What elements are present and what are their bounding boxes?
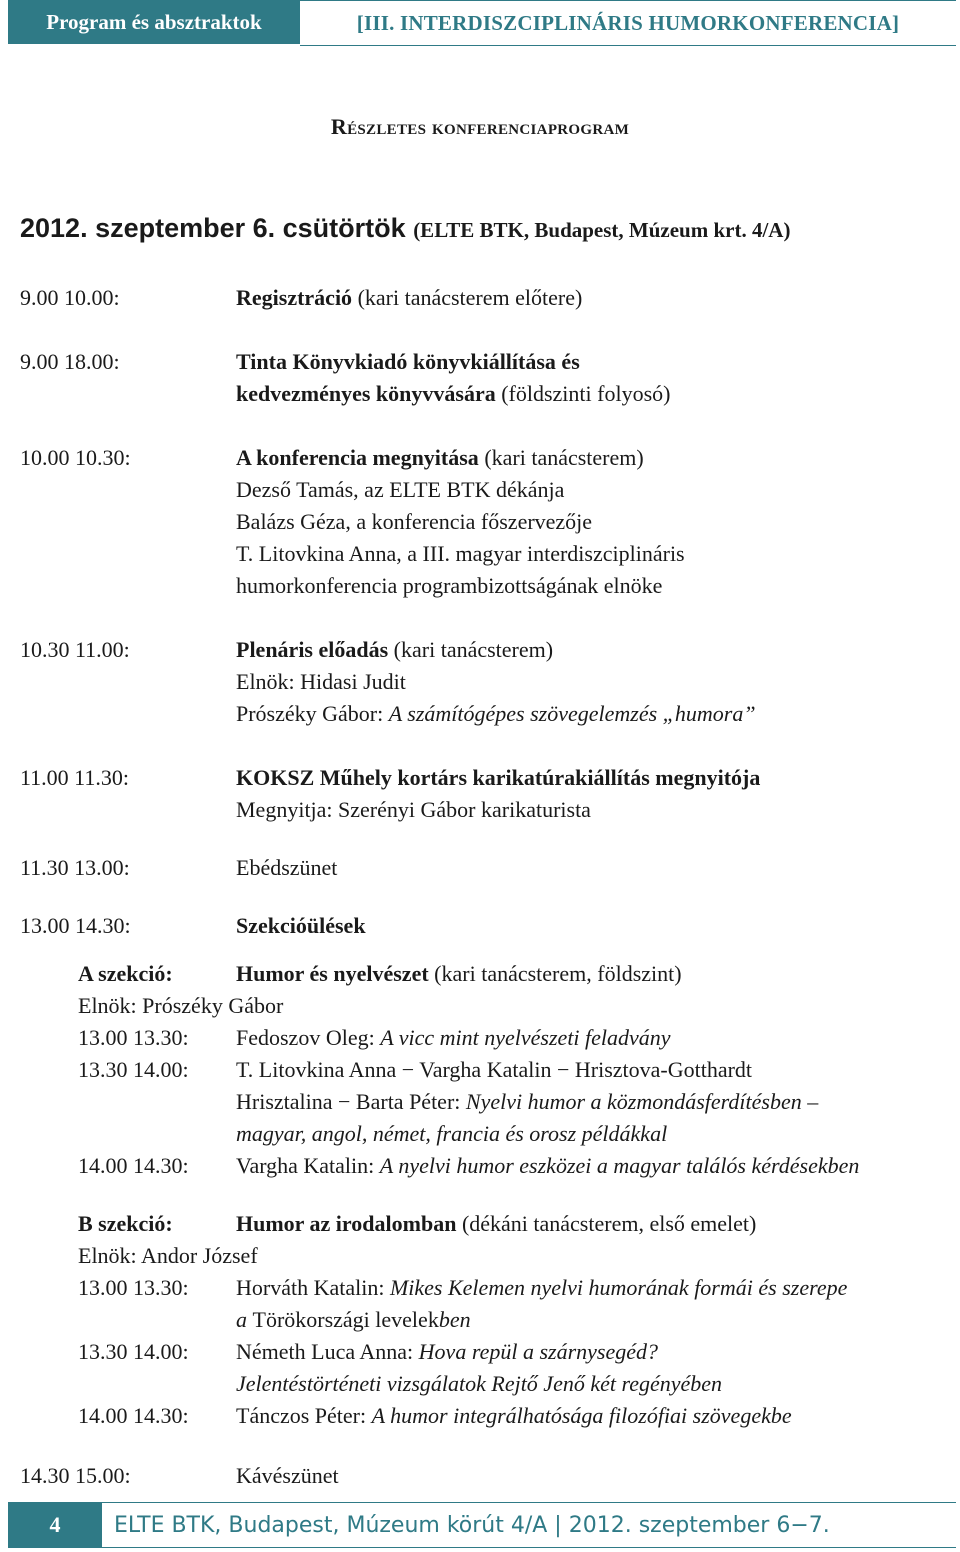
page-number: 4 <box>8 1502 102 1548</box>
talk-title: ben <box>438 1307 471 1332</box>
speaker-name: T. Litovkina Anna − Vargha Katalin − Hrisztova-Gotthardt <box>236 1057 753 1082</box>
schedule-title: Tinta Könyvkiadó könyvkiállítása és <box>236 349 580 374</box>
schedule-location: (kari tanácsterem) <box>388 637 554 662</box>
talk-time: 13.30 14.00: <box>78 1057 189 1082</box>
chair-line: Elnök: Hidasi Judit <box>236 669 406 694</box>
talk-row <box>78 1022 948 1054</box>
schedule-title: A konferencia megnyitása <box>236 445 479 470</box>
talk-title: magyar, angol, német, francia és orosz példákkal <box>236 1121 668 1146</box>
day-date: 2012. szeptember 6. csütörtök <box>20 213 406 243</box>
schedule-title-cont: kedvezményes könyvvására <box>236 381 496 406</box>
speaker-name: Fedoszov Oleg: <box>236 1025 381 1050</box>
schedule-time: 14.30 15.00: <box>20 1463 131 1488</box>
talk-title: Hova repül a szárnysegéd? <box>418 1339 658 1364</box>
talk-title: A számítógépes szövegelemzés „humora” <box>388 701 756 726</box>
footer-text: ELTE BTK, Budapest, Múzeum körút 4/A | 2012. szeptember 6−7. <box>102 1502 956 1548</box>
talk-title: A vicc mint nyelvészeti feladvány <box>380 1025 671 1050</box>
section-a <box>78 958 948 1182</box>
speaker-name: Prószéky Gábor: <box>236 701 389 726</box>
section-label: A szekció: <box>78 961 173 986</box>
opener-line: Megnyitja: Szerényi Gábor karikaturista <box>236 797 591 822</box>
talk-row <box>78 1272 948 1336</box>
talk-title: Nyelvi humor a közmondásferdítésben – <box>465 1089 819 1114</box>
speaker-name: Horváth Katalin: <box>236 1275 390 1300</box>
speaker-name: Vargha Katalin: <box>236 1153 380 1178</box>
talk-title: a <box>236 1307 253 1332</box>
talk-row <box>78 1400 948 1432</box>
speaker-name: Hrisztalina − Barta Péter: <box>236 1089 466 1114</box>
header-section-label: Program és absztraktok <box>8 0 300 44</box>
section-chair: Elnök: Prószéky Gábor <box>78 993 284 1018</box>
talk-time: 13.00 13.30: <box>78 1275 189 1300</box>
schedule-location: (kari tanácsterem előtere) <box>352 285 583 310</box>
talk-row <box>78 1054 948 1150</box>
section-location: (kari tanácsterem, földszint) <box>428 961 682 986</box>
day-heading <box>20 213 790 244</box>
talk-title-roman: Törökországi levelek <box>252 1307 439 1332</box>
schedule-location: (földszinti folyosó) <box>495 381 671 406</box>
speaker-line: Balázs Géza, a konferencia főszervezője <box>236 509 593 534</box>
schedule-time: 9.00 10.00: <box>20 285 120 310</box>
page-header <box>8 0 956 44</box>
section-label: B szekció: <box>78 1211 173 1236</box>
talk-time: 13.30 14.00: <box>78 1339 189 1364</box>
section-b <box>78 1208 948 1432</box>
speaker-line: T. Litovkina Anna, a III. magyar interdiszciplináris <box>236 541 685 566</box>
header-conference-title: [III. INTERDISZCIPLINÁRIS HUMORKONFERENCIA] <box>300 0 956 46</box>
section-title: Humor és nyelvészet <box>236 961 429 986</box>
talk-title: Jelentéstörténeti vizsgálatok Rejtő Jenő két regényében <box>236 1371 723 1396</box>
schedule-time: 9.00 18.00: <box>20 349 120 374</box>
talk-time: 14.00 14.30: <box>78 1403 189 1428</box>
section-chair: Elnök: Andor József <box>78 1243 258 1268</box>
talk-time: 14.00 14.30: <box>78 1153 189 1178</box>
schedule-title: Regisztráció <box>236 285 353 310</box>
page-title: Részletes konferenciaprogram <box>330 114 630 139</box>
schedule-time: 10.30 11.00: <box>20 637 130 662</box>
talk-time: 13.00 13.30: <box>78 1025 189 1050</box>
schedule-title: Szekcióülések <box>236 913 366 938</box>
speaker-line: Dezső Tamás, az ELTE BTK dékánja <box>236 477 565 502</box>
schedule-title: KOKSZ Műhely kortárs karikatúrakiállítás megnyitója <box>236 765 761 790</box>
page-footer <box>8 1502 956 1548</box>
speaker-name: Tánczos Péter: <box>236 1403 372 1428</box>
schedule-title: Plenáris előadás <box>236 637 389 662</box>
talk-title: Mikes Kelemen nyelvi humorának formái és szerepe <box>389 1275 848 1300</box>
talk-title: A nyelvi humor eszközei a magyar találós kérdésekben <box>379 1153 860 1178</box>
talk-title: A humor integrálhatósága filozófiai szövegekbe <box>371 1403 792 1428</box>
schedule-time: 10.00 10.30: <box>20 445 131 470</box>
talk-row <box>78 1150 948 1182</box>
schedule-time: 11.30 13.00: <box>20 855 130 880</box>
section-title: Humor az irodalomban <box>236 1211 457 1236</box>
schedule-location: (kari tanácsterem) <box>478 445 644 470</box>
schedule-title: Ebédszünet <box>236 855 338 880</box>
speaker-name: Németh Luca Anna: <box>236 1339 419 1364</box>
section-location: (dékáni tanácsterem, első emelet) <box>456 1211 757 1236</box>
talk-row <box>78 1336 948 1400</box>
schedule-time: 11.00 11.30: <box>20 765 129 790</box>
schedule-time: 13.00 14.30: <box>20 913 131 938</box>
day-location: (ELTE BTK, Budapest, Múzeum krt. 4/A) <box>413 218 791 242</box>
schedule-title: Kávészünet <box>236 1463 339 1488</box>
speaker-line: humorkonferencia programbizottságának elnöke <box>236 573 663 598</box>
